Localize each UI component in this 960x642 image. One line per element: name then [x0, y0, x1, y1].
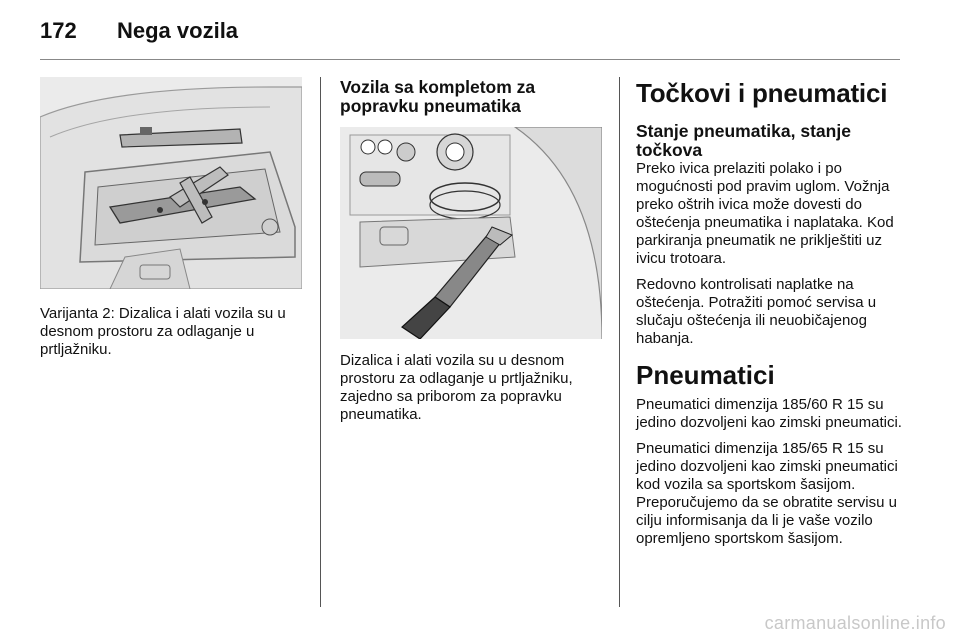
section-heading-repair-kit: Vozila sa kompletom za popravku pneumatika: [340, 77, 536, 116]
page-number: 172: [40, 18, 77, 43]
sealant-bottle-icon: [437, 134, 473, 170]
section-title-tyres: Pneumatici: [636, 360, 775, 390]
subsection-title-tyre-condition: Stanje pneumatika, stanje točkova: [636, 121, 851, 160]
wheels-tyres-section: [636, 78, 906, 556]
header-title: Nega vozila: [117, 18, 239, 43]
figure-caption-1: Varijanta 2: Dizalica i alati vozila su u desnom prostoru za odlaganje u prtljažniku.: [40, 305, 286, 358]
column-divider-left: [320, 77, 321, 607]
paragraph-winter-tyres-185-65: Pneumatici dimenzija 185/65 R 15 su jedino dozvoljeni kao zimski pneumatici kod vozila sa sportskom šasijom. Preporučujemo da se obratite servisu u cilju informisanja da li je vaše vozilo opremljeno sportskom šasijom.: [636, 440, 898, 547]
header-rule: [40, 59, 900, 60]
figure-caption-2: Dizalica i alati vozila su u desnom prostoru za odlaganje u prtljažniku, zajedno sa priborom za popravku pneumatika.: [340, 352, 573, 423]
column-divider-right: [619, 77, 620, 607]
paragraph-driving-over-edges: Preko ivica prelaziti polako i po mogućnosti pod pravim uglom. Vožnja preko oštrih ivica može dovesti do oštećenja pneumatika i naplataka. Kod parkiranja pneumatik ne priklještiti uz ivicu trotoara.: [636, 160, 894, 267]
watermark: carmanualsonline.info: [764, 613, 946, 633]
jack-tools-illustration: [40, 77, 302, 289]
paragraph-winter-tyres-185-60: Pneumatici dimenzija 185/60 R 15 su jedino dozvoljeni kao zimski pneumatici.: [636, 396, 902, 431]
repair-kit-illustration: [340, 127, 602, 339]
section-title-wheels-tyres: Točkovi i pneumatici: [636, 78, 888, 108]
paragraph-check-rims: Redovno kontrolisati naplatke na oštećenja. Potražiti pomoć servisa u slučaju oštećenja ili neuobičajenog habanja.: [636, 276, 877, 347]
